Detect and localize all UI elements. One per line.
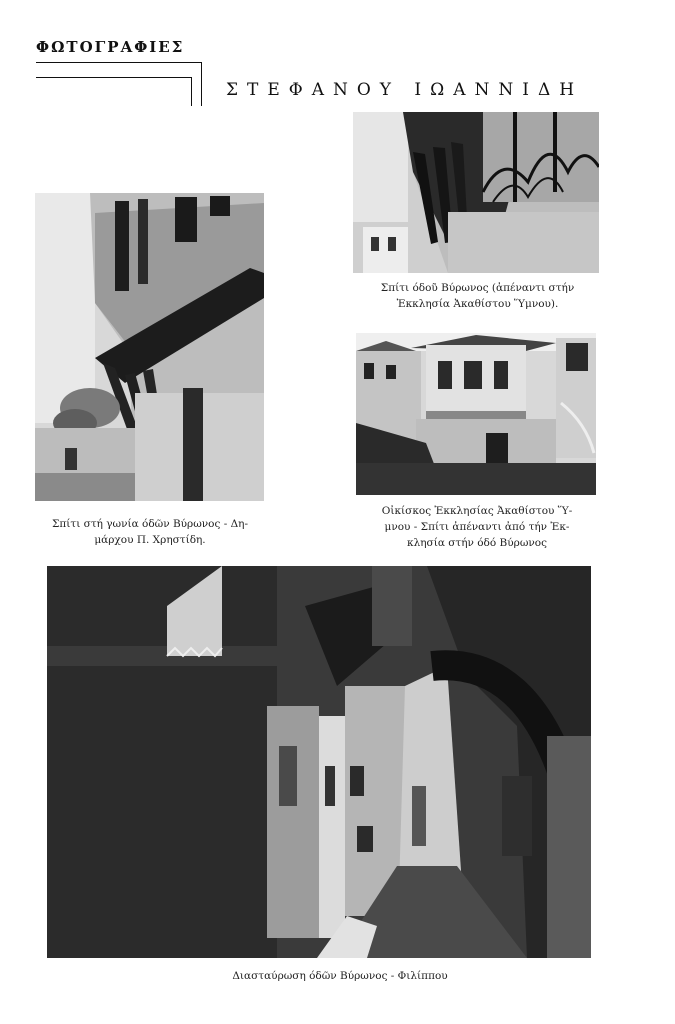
page-author-heading: ΣΤΕΦΑΝΟΥ ΙΩΑΝΝΙΔΗ <box>226 80 584 100</box>
caption-line: μάρχου Π. Χρηστίδη. <box>94 534 206 546</box>
page-kicker: ΦΩΤΟΓΡΑΦΙΕΣ <box>36 38 185 56</box>
header-rule-top <box>36 62 202 63</box>
caption-corner-house <box>30 516 270 548</box>
header-rule-vertical-inner <box>191 77 192 106</box>
caption-crossroads <box>120 968 560 984</box>
caption-line: κλησία στήν όδό Βύρωνος <box>407 537 547 549</box>
caption-line: Σπίτι όδοῦ Βύρωνος (ἀπέναντι στήν <box>380 282 575 294</box>
photo-crossroads <box>47 566 591 958</box>
photo-house-opposite-church <box>353 112 599 273</box>
header-rule-vertical-outer <box>201 62 202 106</box>
caption-church-house <box>352 503 602 551</box>
header-rule-middle <box>36 77 191 78</box>
caption-line: Ἐκκλησία Ἀκαθίστου Ὕμνου). <box>396 298 559 310</box>
caption-line: Οἰκίσκος Ἐκκλησίας Ἀκαθίστου Ὕ- <box>381 505 573 517</box>
caption-line: Διασταύρωση όδῶν Βύρωνος - Φιλίππου <box>232 970 448 982</box>
caption-line: μνου - Σπίτι ἀπέναντι ἀπό τήν Ἐκ- <box>384 521 570 533</box>
photo-church-house <box>356 333 596 495</box>
caption-line: Σπίτι στή γωνία όδῶν Βύρωνος - Δη- <box>51 518 249 530</box>
photo-corner-house <box>35 193 264 501</box>
caption-house-opposite-church <box>350 280 605 312</box>
